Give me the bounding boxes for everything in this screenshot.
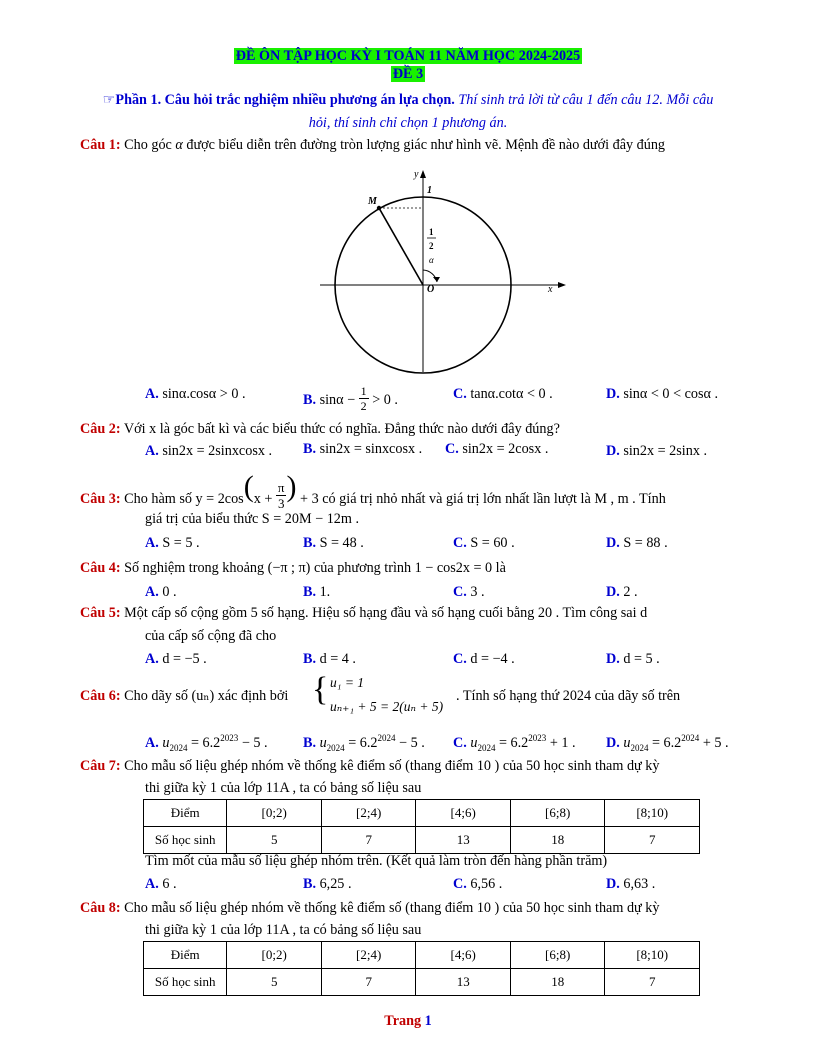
- half-num: 1: [429, 227, 434, 237]
- table-cell: 7: [321, 827, 416, 854]
- q7-line2: thi giữa kỳ 1 của lớp 11A , ta có bảng số liệu sau: [145, 780, 422, 796]
- point-m: [377, 206, 381, 210]
- q6-text-b: . Tính số hạng thứ 2024 của dãy số trên: [456, 688, 681, 704]
- table-cell: [6;8): [510, 800, 605, 827]
- table-cell: 13: [416, 827, 511, 854]
- question-5: [80, 605, 647, 622]
- q8-label: Câu 8:: [80, 900, 121, 916]
- question-2: [80, 421, 560, 438]
- q2-option-b[interactable]: B. sin2x = sinxcosx .: [303, 441, 423, 457]
- q4-option-d[interactable]: D. 2 .: [606, 584, 638, 600]
- q7-after-text: Tìm mốt của mẫu số liệu ghép nhóm trên. (Kết quả làm tròn đến hàng phần trăm): [145, 853, 608, 869]
- q7-option-a[interactable]: A. 6 .: [145, 876, 177, 892]
- question-3: Câu 3: Cho hàm số y = 2cos(x + $\frac{\pi}{3}$ ) + 3 có giá trị nhỏ nhất và giá trị lớn nhất lần lượt là M , m . Tính: [80, 470, 666, 512]
- q7-option-b[interactable]: B. 6,25 .: [303, 876, 352, 892]
- x-axis-label: x: [548, 284, 553, 295]
- table-cell: [8;10): [605, 942, 700, 969]
- q1-option-b[interactable]: B. sinα − $\frac{1}{2}$ > 0 .: [303, 384, 398, 413]
- x-axis-arrow: [558, 282, 566, 288]
- y-axis-label: y: [414, 169, 419, 180]
- table-cell: 5: [227, 969, 322, 996]
- q1-text: Cho góc: [120, 137, 176, 153]
- pointing-hand-icon: ☞: [102, 92, 116, 108]
- table-header-row: [144, 800, 700, 827]
- table-row: [144, 827, 700, 854]
- q4-option-a[interactable]: A. 0 .: [145, 584, 177, 600]
- q5-text: Một cấp số cộng gồm 5 số hạng. Hiệu số hạng đầu và số hạng cuối bằng 20 . Tìm công sai d: [120, 605, 648, 621]
- table-cell: 5: [227, 827, 322, 854]
- footer-label: Trang: [384, 1013, 422, 1029]
- q3-option-b[interactable]: B. S = 48 .: [303, 535, 364, 551]
- table-header-row: [144, 942, 700, 969]
- question-1: [80, 137, 665, 154]
- table-cell: 7: [605, 827, 700, 854]
- radius-om: [379, 208, 423, 285]
- exam-number-row: [0, 66, 816, 83]
- table-cell: Số học sinh: [144, 969, 227, 996]
- q4-option-c[interactable]: C. 3 .: [453, 584, 485, 600]
- unit-circle-figure: [310, 160, 570, 380]
- question-6: [80, 688, 288, 705]
- table-cell: 13: [416, 969, 511, 996]
- part1-instructions-2: hỏi, thí sinh chỉ chọn 1 phương án.: [308, 115, 508, 131]
- q5-option-d[interactable]: D. d = 5 .: [606, 651, 660, 667]
- q1-option-d[interactable]: D. sinα < 0 < cosα .: [606, 386, 719, 402]
- q8-text: Cho mẫu số liệu ghép nhóm về thống kê điểm số (thang điểm 10 ) của 50 học sinh tham dự kỳ: [120, 900, 660, 916]
- q4-text: Số nghiệm trong khoảng (−π ; π) của phương trình 1 − cos2x = 0 là: [120, 560, 506, 576]
- q5-option-c[interactable]: C. d = −4 .: [453, 651, 515, 667]
- table-cell: [6;8): [510, 942, 605, 969]
- question-4: [80, 560, 506, 577]
- table-cell: [0;2): [227, 942, 322, 969]
- q7-text: Cho mẫu số liệu ghép nhóm về thống kê điểm số (thang điểm 10 ) của 50 học sinh tham dự kỳ: [120, 758, 660, 774]
- page-title: [0, 48, 816, 65]
- q1-text-b: được biểu diễn trên đường tròn lượng giác như hình vẽ. Mệnh đề nào dưới đây đúng: [182, 137, 666, 153]
- q6-system-eq1: u₁ = 1: [330, 675, 365, 690]
- table-cell: [2;4): [321, 800, 416, 827]
- q3-option-d[interactable]: D. S = 88 .: [606, 535, 668, 551]
- m-label: M: [368, 196, 377, 207]
- part1-line2: [0, 115, 816, 132]
- q2-label: Câu 2:: [80, 421, 121, 437]
- q6-option-c[interactable]: C. $u_{2024} = 6.2^{2023} + 1$ .: [453, 733, 576, 753]
- q6-option-d[interactable]: D. $u_{2024} = 6.2^{2024} + 5$ .: [606, 733, 729, 753]
- table-cell: Điểm: [144, 942, 227, 969]
- table-cell: 7: [321, 969, 416, 996]
- q6-text: Cho dãy số (uₙ) xác định bởi: [120, 688, 289, 704]
- alpha-label: α: [429, 255, 434, 265]
- part1-line1: [0, 92, 816, 109]
- q7-option-d[interactable]: D. 6,63 .: [606, 876, 656, 892]
- page-footer: [0, 1013, 816, 1030]
- table-cell: 18: [510, 827, 605, 854]
- q5-label: Câu 5:: [80, 605, 121, 621]
- table-row: [144, 969, 700, 996]
- q6-option-b[interactable]: B. $u_{2024} = 6.2^{2024} - 5$ .: [303, 733, 425, 753]
- q4-option-b[interactable]: B. 1.: [303, 584, 331, 600]
- q6-option-a[interactable]: A. $u_{2024} = 6.2^{2023} - 5$ .: [145, 733, 268, 753]
- q3-function: y = 2cos: [195, 491, 244, 507]
- exam-title: ĐỀ ÔN TẬP HỌC KỲ I TOÁN 11 NĂM HỌC 2024-2025: [235, 48, 581, 64]
- table-cell: Số học sinh: [144, 827, 227, 854]
- q2-text: Với x là góc bất kì và các biểu thức có nghĩa. Đẳng thức nào dưới đây đúng?: [120, 421, 560, 437]
- q2-option-c[interactable]: C. sin2x = 2cosx .: [445, 441, 549, 457]
- table-cell: [8;10): [605, 800, 700, 827]
- question-7: [80, 758, 659, 775]
- question-8: [80, 900, 659, 917]
- table-cell: 7: [605, 969, 700, 996]
- table-cell: [4;6): [416, 942, 511, 969]
- q1-option-a[interactable]: A. sinα.cosα > 0 .: [145, 386, 246, 402]
- q3-option-c[interactable]: C. S = 60 .: [453, 535, 515, 551]
- q7-data-table: [143, 799, 700, 854]
- q3-label: Câu 3:: [80, 491, 121, 507]
- table-cell: [0;2): [227, 800, 322, 827]
- q6-label: Câu 6:: [80, 688, 121, 704]
- table-cell: Điểm: [144, 800, 227, 827]
- q8-data-table: [143, 941, 700, 996]
- part1-heading: Phần 1. Câu hỏi trắc nghiệm nhiều phương án lựa chọn.: [115, 92, 455, 108]
- page-number: 1: [424, 1013, 432, 1029]
- q7-label: Câu 7:: [80, 758, 121, 774]
- q2-option-a[interactable]: A. sin2x = 2sinxcosx .: [145, 443, 273, 459]
- q5-line2: của cấp số cộng đã cho: [145, 628, 277, 644]
- angle-arc: [423, 270, 437, 282]
- table-cell: 18: [510, 969, 605, 996]
- q6-system-eq2: uₙ₊₁ + 5 = 2(uₙ + 5): [330, 699, 444, 714]
- half-den: 2: [429, 241, 434, 251]
- angle-arrow: [433, 277, 440, 282]
- q1-label: Câu 1:: [80, 137, 121, 153]
- q3-option-a[interactable]: A. S = 5 .: [145, 535, 200, 551]
- one-label: 1: [427, 185, 432, 196]
- table-cell: [4;6): [416, 800, 511, 827]
- q8-line2: thi giữa kỳ 1 của lớp 11A , ta có bảng số liệu sau: [145, 922, 422, 938]
- q4-label: Câu 4:: [80, 560, 121, 576]
- q7-option-c[interactable]: C. 6,56 .: [453, 876, 503, 892]
- q1-option-c[interactable]: C. tanα.cotα < 0 .: [453, 386, 553, 402]
- q2-option-d[interactable]: D. sin2x = 2sinx .: [606, 443, 708, 459]
- system-brace: {: [312, 671, 329, 708]
- q1-var: α: [175, 137, 183, 153]
- q5-option-b[interactable]: B. d = 4 .: [303, 651, 356, 667]
- origin-label: O: [427, 284, 435, 295]
- table-cell: [2;4): [321, 942, 416, 969]
- part1-instructions: Thí sinh trả lời từ câu 1 đến câu 12. Mỗi câu: [454, 92, 714, 108]
- q3-line2: giá trị của biểu thức S = 20M − 12m .: [145, 511, 360, 527]
- exam-number: ĐỀ 3: [392, 66, 424, 82]
- y-axis-arrow: [420, 170, 426, 178]
- q5-option-a[interactable]: A. d = −5 .: [145, 651, 207, 667]
